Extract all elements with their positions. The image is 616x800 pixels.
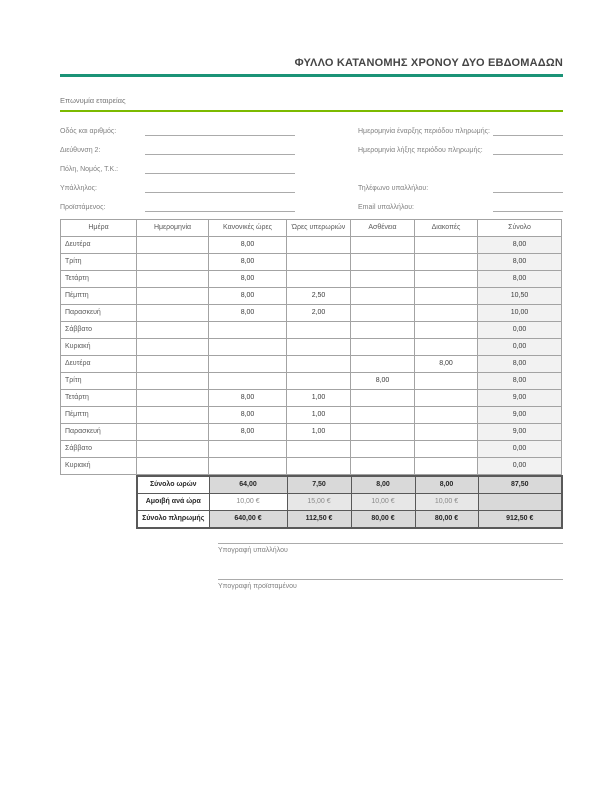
cell-total: 8,00 bbox=[478, 271, 562, 288]
cell-vacation[interactable] bbox=[415, 424, 478, 441]
cell-total: 9,00 bbox=[478, 424, 562, 441]
cell-date[interactable] bbox=[137, 288, 209, 305]
summary-value[interactable]: 10,00 € bbox=[415, 494, 478, 511]
manager-signature-block bbox=[218, 579, 563, 590]
address2-field[interactable] bbox=[145, 145, 295, 155]
info-fields bbox=[60, 117, 563, 212]
cell-regular[interactable] bbox=[209, 458, 287, 475]
cell-total: 8,00 bbox=[478, 373, 562, 390]
cell-vacation[interactable] bbox=[415, 373, 478, 390]
cell-regular[interactable] bbox=[209, 356, 287, 373]
address2-label: Διεύθυνση 2: bbox=[60, 147, 101, 154]
cell-day: Δευτέρα bbox=[61, 237, 137, 254]
summary-value: 80,00 € bbox=[351, 511, 415, 529]
cell-total: 0,00 bbox=[478, 441, 562, 458]
cell-total: 10,50 bbox=[478, 288, 562, 305]
cell-sick[interactable] bbox=[351, 305, 415, 322]
summary-label: Σύνολο ωρών bbox=[137, 476, 209, 494]
summary-row bbox=[137, 494, 562, 511]
summary-body bbox=[137, 476, 562, 528]
col-header-total: Σύνολο bbox=[478, 220, 562, 237]
table-row bbox=[61, 254, 562, 271]
summary-value: 80,00 € bbox=[415, 511, 478, 529]
employee-email-field[interactable] bbox=[493, 202, 563, 212]
cell-overtime[interactable] bbox=[287, 356, 351, 373]
table-row bbox=[61, 441, 562, 458]
cell-date[interactable] bbox=[137, 305, 209, 322]
cell-regular[interactable]: 8,00 bbox=[209, 424, 287, 441]
cell-regular[interactable] bbox=[209, 339, 287, 356]
cell-date[interactable] bbox=[137, 407, 209, 424]
employee-email-label: Email υπαλλήλου: bbox=[358, 204, 415, 211]
cell-date[interactable] bbox=[137, 254, 209, 271]
cell-overtime[interactable] bbox=[287, 322, 351, 339]
cell-regular[interactable]: 8,00 bbox=[209, 390, 287, 407]
field-row bbox=[60, 193, 563, 212]
cell-total: 9,00 bbox=[478, 390, 562, 407]
cell-sick[interactable] bbox=[351, 407, 415, 424]
cell-sick[interactable] bbox=[351, 339, 415, 356]
cell-total: 0,00 bbox=[478, 458, 562, 475]
summary-label: Αμοιβή ανά ώρα bbox=[137, 494, 209, 511]
cell-day: Κυριακή bbox=[61, 339, 137, 356]
cell-sick[interactable] bbox=[351, 237, 415, 254]
cell-overtime[interactable] bbox=[287, 339, 351, 356]
cell-total: 0,00 bbox=[478, 322, 562, 339]
cell-sick[interactable] bbox=[351, 424, 415, 441]
table-row bbox=[61, 288, 562, 305]
cell-vacation[interactable] bbox=[415, 305, 478, 322]
cell-day: Δευτέρα bbox=[61, 356, 137, 373]
summary-value: 8,00 bbox=[351, 476, 415, 494]
cell-overtime[interactable]: 2,00 bbox=[287, 305, 351, 322]
cell-vacation[interactable] bbox=[415, 339, 478, 356]
cell-date[interactable] bbox=[137, 339, 209, 356]
timesheet-body bbox=[61, 237, 562, 475]
cell-total: 8,00 bbox=[478, 254, 562, 271]
cell-regular[interactable] bbox=[209, 373, 287, 390]
col-header-vacation: Διακοπές bbox=[415, 220, 478, 237]
timesheet-table bbox=[60, 219, 562, 475]
manager-field[interactable] bbox=[145, 202, 295, 212]
table-row bbox=[61, 305, 562, 322]
cell-overtime[interactable] bbox=[287, 441, 351, 458]
employee-phone-field[interactable] bbox=[493, 183, 563, 193]
cell-overtime[interactable] bbox=[287, 373, 351, 390]
cell-day: Πέμπτη bbox=[61, 288, 137, 305]
cell-day: Τρίτη bbox=[61, 373, 137, 390]
cell-vacation[interactable] bbox=[415, 390, 478, 407]
table-row bbox=[61, 424, 562, 441]
cell-regular[interactable] bbox=[209, 441, 287, 458]
table-row bbox=[61, 322, 562, 339]
employee-signature-label: Υπογραφή υπαλλήλου bbox=[218, 547, 288, 554]
cell-sick[interactable] bbox=[351, 288, 415, 305]
field-row bbox=[60, 117, 563, 136]
cell-date[interactable] bbox=[137, 322, 209, 339]
table-row bbox=[61, 373, 562, 390]
table-row bbox=[61, 356, 562, 373]
cell-regular[interactable] bbox=[209, 322, 287, 339]
table-row bbox=[61, 271, 562, 288]
cell-overtime[interactable] bbox=[287, 237, 351, 254]
col-header-regular-hours: Κανονικές ώρες bbox=[209, 220, 287, 237]
manager-signature-label: Υπογραφή προϊσταμένου bbox=[218, 583, 297, 590]
cell-date[interactable] bbox=[137, 356, 209, 373]
table-row bbox=[61, 407, 562, 424]
city-field[interactable] bbox=[145, 164, 295, 174]
cell-regular[interactable]: 8,00 bbox=[209, 288, 287, 305]
table-row bbox=[61, 237, 562, 254]
cell-regular[interactable]: 8,00 bbox=[209, 237, 287, 254]
summary-value: 640,00 € bbox=[209, 511, 287, 529]
pay-period-start-label: Ημερομηνία έναρξης περιόδου πληρωμής: bbox=[358, 128, 490, 135]
cell-day: Παρασκευή bbox=[61, 424, 137, 441]
street-label: Οδός και αριθμός: bbox=[60, 128, 117, 135]
employee-signature-block bbox=[218, 543, 563, 554]
cell-date[interactable] bbox=[137, 458, 209, 475]
cell-day: Σάββατο bbox=[61, 322, 137, 339]
cell-total: 9,00 bbox=[478, 407, 562, 424]
col-header-overtime-hours: Ώρες υπερωριών bbox=[287, 220, 351, 237]
summary-value: 64,00 bbox=[209, 476, 287, 494]
col-header-date: Ημερομηνία bbox=[137, 220, 209, 237]
summary-value[interactable]: 15,00 € bbox=[287, 494, 351, 511]
cell-day: Κυριακή bbox=[61, 458, 137, 475]
summary-value: 87,50 bbox=[478, 476, 562, 494]
cell-vacation[interactable] bbox=[415, 288, 478, 305]
street-field[interactable] bbox=[145, 126, 295, 136]
pay-period-start-field[interactable] bbox=[493, 126, 563, 136]
cell-date[interactable] bbox=[137, 390, 209, 407]
signature-section bbox=[218, 543, 563, 590]
summary-value: 912,50 € bbox=[478, 511, 562, 529]
company-name-row bbox=[60, 90, 563, 112]
cell-sick[interactable] bbox=[351, 254, 415, 271]
cell-date[interactable] bbox=[137, 424, 209, 441]
cell-vacation[interactable] bbox=[415, 441, 478, 458]
field-row bbox=[60, 136, 563, 155]
cell-sick[interactable] bbox=[351, 271, 415, 288]
header-row bbox=[61, 220, 562, 237]
field-row bbox=[60, 155, 563, 174]
cell-sick[interactable] bbox=[351, 441, 415, 458]
cell-overtime[interactable] bbox=[287, 271, 351, 288]
cell-sick[interactable] bbox=[351, 356, 415, 373]
summary-table bbox=[136, 475, 563, 529]
cell-sick[interactable] bbox=[351, 390, 415, 407]
summary-value[interactable]: 10,00 € bbox=[351, 494, 415, 511]
summary-value: 7,50 bbox=[287, 476, 351, 494]
summary-value[interactable]: 10,00 € bbox=[209, 494, 287, 511]
col-header-sick: Ασθένεια bbox=[351, 220, 415, 237]
employee-phone-label: Τηλέφωνο υπαλλήλου: bbox=[358, 185, 429, 192]
cell-vacation[interactable] bbox=[415, 271, 478, 288]
cell-day: Πέμπτη bbox=[61, 407, 137, 424]
manager-label: Προϊστάμενος: bbox=[60, 204, 106, 211]
cell-vacation[interactable] bbox=[415, 254, 478, 271]
employee-field[interactable] bbox=[145, 183, 295, 193]
field-row bbox=[60, 174, 563, 193]
cell-vacation[interactable]: 8,00 bbox=[415, 356, 478, 373]
cell-sick[interactable] bbox=[351, 322, 415, 339]
cell-sick[interactable] bbox=[351, 458, 415, 475]
cell-day: Σάββατο bbox=[61, 441, 137, 458]
pay-period-end-field[interactable] bbox=[493, 145, 563, 155]
company-name-label: Επωνυμία εταιρείας bbox=[60, 96, 126, 105]
cell-regular[interactable]: 8,00 bbox=[209, 254, 287, 271]
cell-total: 10,00 bbox=[478, 305, 562, 322]
table-row bbox=[61, 390, 562, 407]
cell-regular[interactable]: 8,00 bbox=[209, 271, 287, 288]
cell-date[interactable] bbox=[137, 441, 209, 458]
cell-vacation[interactable] bbox=[415, 237, 478, 254]
cell-vacation[interactable] bbox=[415, 407, 478, 424]
timesheet-page bbox=[60, 57, 563, 615]
cell-overtime[interactable] bbox=[287, 254, 351, 271]
cell-total: 0,00 bbox=[478, 339, 562, 356]
cell-day: Τετάρτη bbox=[61, 271, 137, 288]
summary-row bbox=[137, 511, 562, 529]
page-title: ΦΥΛΛΟ ΚΑΤΑΝΟΜΗΣ ΧΡΟΝΟΥ ΔΥΟ ΕΒΔΟΜΑΔΩΝ bbox=[60, 57, 563, 77]
cell-date[interactable] bbox=[137, 237, 209, 254]
summary-row bbox=[137, 476, 562, 494]
cell-overtime[interactable]: 2,50 bbox=[287, 288, 351, 305]
cell-day: Τρίτη bbox=[61, 254, 137, 271]
summary-value: 112,50 € bbox=[287, 511, 351, 529]
table-row bbox=[61, 458, 562, 475]
cell-overtime[interactable] bbox=[287, 458, 351, 475]
cell-overtime[interactable]: 1,00 bbox=[287, 390, 351, 407]
cell-date[interactable] bbox=[137, 373, 209, 390]
col-header-day: Ημέρα bbox=[61, 220, 137, 237]
cell-day: Τετάρτη bbox=[61, 390, 137, 407]
cell-regular[interactable]: 8,00 bbox=[209, 407, 287, 424]
cell-sick[interactable]: 8,00 bbox=[351, 373, 415, 390]
employee-label: Υπάλληλος: bbox=[60, 185, 97, 192]
table-row bbox=[61, 339, 562, 356]
cell-overtime[interactable]: 1,00 bbox=[287, 407, 351, 424]
summary-label: Σύνολο πληρωμής bbox=[137, 511, 209, 529]
cell-regular[interactable]: 8,00 bbox=[209, 305, 287, 322]
summary-value: 8,00 bbox=[415, 476, 478, 494]
summary-value[interactable] bbox=[478, 494, 562, 511]
pay-period-end-label: Ημερομηνία λήξης περιόδου πληρωμής: bbox=[358, 147, 483, 154]
cell-vacation[interactable] bbox=[415, 322, 478, 339]
city-label: Πόλη, Νομός, Τ.Κ.: bbox=[60, 166, 119, 173]
cell-overtime[interactable]: 1,00 bbox=[287, 424, 351, 441]
cell-total: 8,00 bbox=[478, 237, 562, 254]
cell-vacation[interactable] bbox=[415, 458, 478, 475]
cell-date[interactable] bbox=[137, 271, 209, 288]
cell-day: Παρασκευή bbox=[61, 305, 137, 322]
cell-total: 8,00 bbox=[478, 356, 562, 373]
